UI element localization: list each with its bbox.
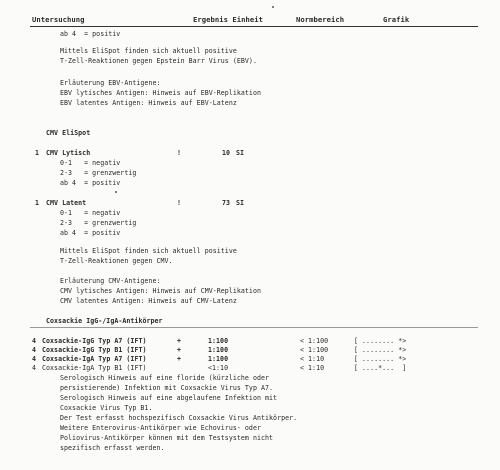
cmv-lytic-scale-borderline: 2-3 = grenzwertig [60, 169, 137, 177]
coxsackie-row-value: 1:100 [208, 355, 229, 363]
comment-line: Der Test erfasst hochspezifisch Coxsackie Virus Antikörper. [60, 414, 298, 422]
header-rule [30, 26, 478, 27]
cmv-note-line1: Mittels EliSpot finden sich aktuell positive [60, 247, 237, 255]
comment-line: Poliovirus-Antikörper können mit dem Testsystem nicht [60, 434, 274, 442]
coxsackie-row-name: Coxsackie-IgG Typ B1 (IFT) [42, 346, 147, 354]
coxsackie-row-norm: < 1:100 [300, 337, 329, 345]
coxsackie-row-num: 4 [32, 364, 37, 372]
coxsackie-row-graph: [ ........ *> [354, 337, 407, 345]
coxsackie-row-name: Coxsackie-IgG Typ A7 (IFT) [42, 337, 147, 345]
header-grafik: Grafik [383, 15, 410, 24]
cmv-legend-lytic: CMV lytisches Antigen: Hinweis auf CMV-Replikation [60, 287, 261, 295]
cmv-lytic-unit: SI [236, 149, 245, 157]
header-ergebnis-einheit: Ergebnis Einheit [193, 15, 264, 24]
header-untersuchung: Untersuchung [32, 15, 85, 24]
cmv-latent-flag: ! [177, 199, 182, 207]
cmv-lytic-flag: ! [177, 149, 182, 157]
coxsackie-row-value: <1:10 [208, 364, 229, 372]
cmv-latent-num: 1 [35, 199, 40, 207]
cmv-latent-name: CMV Latent [46, 199, 87, 207]
coxsackie-row-value: 1:100 [208, 346, 229, 354]
coxsackie-row-num: 4 [32, 337, 37, 345]
comment-line: Serologisch Hinweis auf eine floride (kürzliche oder [60, 374, 270, 382]
cmv-note-line2: T-Zell-Reaktionen gegen CMV. [60, 257, 173, 265]
comment-line: Serologisch Hinweis auf eine abgelaufene Infektion mit [60, 394, 278, 402]
coxsackie-row-flag: + [177, 337, 182, 345]
coxsackie-row-norm: < 1:10 [300, 364, 325, 372]
cmv-lytic-scale-negative: 0-1 = negativ [60, 159, 121, 167]
ebv-legend-title: Erläuterung EBV-Antigene: [60, 79, 161, 87]
cmv-lytic-scale-positive: ab 4 = positiv [60, 179, 121, 187]
coxsackie-row-graph: [ ........ *> [354, 346, 407, 354]
coxsackie-section-title: Coxsackie IgG-/IgA-Antikörper [46, 317, 163, 325]
cmv-latent-scale-borderline: 2-3 = grenzwertig [60, 219, 137, 227]
cmv-latent-scale-positive: ab 4 = positiv [60, 229, 121, 237]
coxsackie-row-num: 4 [32, 346, 37, 354]
scan-speck [272, 6, 274, 8]
coxsackie-row-flag: + [177, 346, 182, 354]
coxsackie-rule [30, 327, 478, 328]
comment-line: Weitere Enterovirus-Antikörper wie Echovirus- oder [60, 424, 261, 432]
cmv-latent-scale-negative: 0-1 = negativ [60, 209, 121, 217]
comment-line: spezifisch erfasst werden. [60, 444, 165, 452]
cmv-lytic-num: 1 [35, 149, 40, 157]
coxsackie-row-value: 1:100 [208, 337, 229, 345]
cmv-section-title: CMV EliSpot [46, 129, 91, 137]
coxsackie-row-flag: + [177, 355, 182, 363]
ebv-legend-latent: EBV latentes Antigen: Hinweis auf EBV-Latenz [60, 99, 237, 107]
cmv-lytic-value: 10 [222, 149, 231, 157]
ebv-note-line1: Mittels EliSpot finden sich aktuell positive [60, 47, 237, 55]
cmv-lytic-name: CMV Lytisch [46, 149, 91, 157]
coxsackie-row-num: 4 [32, 355, 37, 363]
coxsackie-row-graph: [ ....*... ] [354, 364, 407, 372]
ebv-scale-positive: ab 4 = positiv [60, 30, 121, 38]
cmv-legend-title: Erläuterung CMV-Antigene: [60, 277, 161, 285]
scan-speck [115, 191, 117, 193]
coxsackie-row-name: Coxsackie-IgA Typ A7 (IFT) [42, 355, 147, 363]
cmv-latent-value: 73 [222, 199, 231, 207]
coxsackie-row-graph: [ ........ *> [354, 355, 407, 363]
coxsackie-row-norm: < 1:100 [300, 346, 329, 354]
comment-line: persistierende) Infektion mit Coxsackie Virus Typ A7. [60, 384, 274, 392]
header-normbereich: Normbereich [296, 15, 345, 24]
comment-line: Coxsackie Virus Typ B1. [60, 404, 153, 412]
coxsackie-row-norm: < 1:10 [300, 355, 325, 363]
ebv-note-line2: T-Zell-Reaktionen gegen Epstein Barr Virus (EBV). [60, 57, 257, 65]
cmv-latent-unit: SI [236, 199, 245, 207]
ebv-legend-lytic: EBV lytisches Antigen: Hinweis auf EBV-Replikation [60, 89, 261, 97]
coxsackie-row-name: Coxsackie-IgA Typ B1 (IFT) [42, 364, 147, 372]
cmv-legend-latent: CMV latentes Antigen: Hinweis auf CMV-Latenz [60, 297, 237, 305]
